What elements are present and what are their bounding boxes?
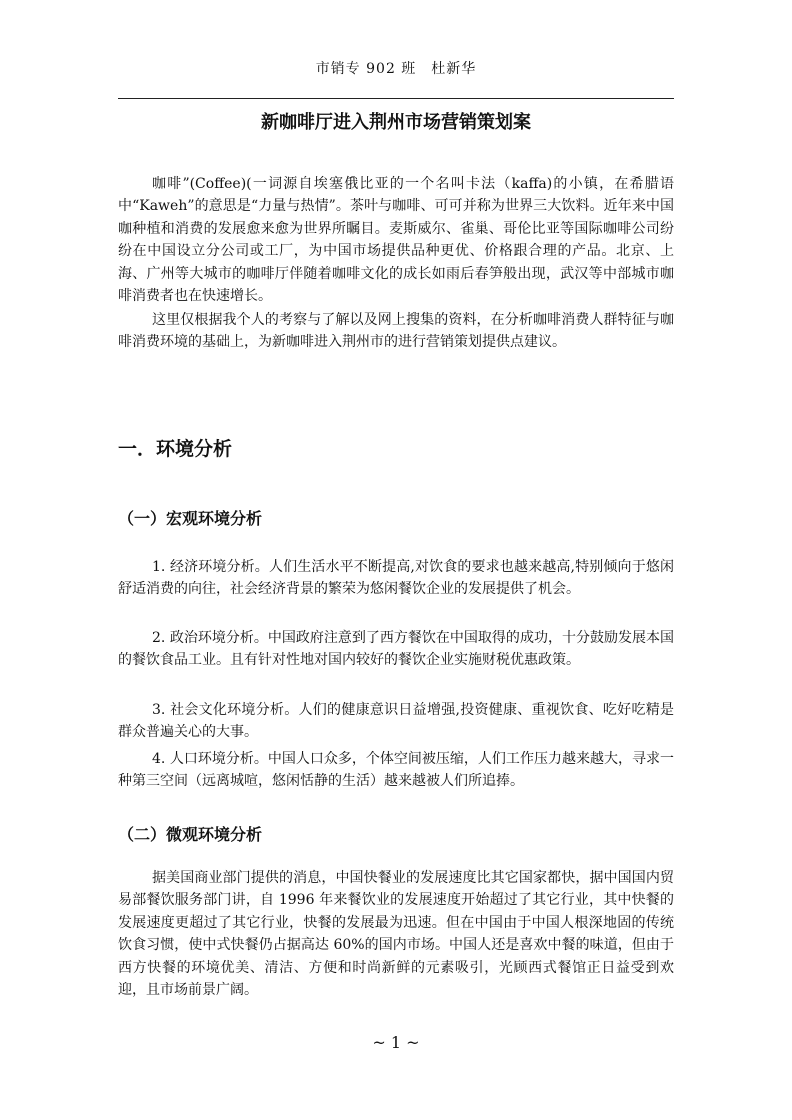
macro-item-social: 3. 社会文化环境分析。人们的健康意识日益增强,投资健康、重视饮食、吃好吃精是群众普遍关心的大事。 bbox=[118, 702, 674, 741]
page-header: 市销专 902 班 杜新华 bbox=[315, 61, 477, 77]
page-number: ~ 1 ~ bbox=[372, 1033, 420, 1052]
section-heading-environment: 一．环境分析 bbox=[118, 438, 233, 460]
document-title: 新咖啡厅进入荆州市场营销策划案 bbox=[261, 112, 531, 133]
intro-paragraph-1: 咖啡”(Coffee)(一词源自埃塞俄比亚的一个名叫卡法（kaffa)的小镇，在希腊语中“Kaweh”的意思是“力量与热情”。茶叶与咖啡、可可并称为世界三大饮料。近年来中国咖种植和消费的发展愈来愈为世界所瞩目。麦斯威尔、雀巢、哥伦比亚等国际咖啡公司纷纷在中国设立分公司或工厂，为中国市场提供品种更优、价格跟合理的产品。北京、上海、广州等大城市的咖啡厅伴随着咖啡文化的成长如雨后春笋般出现，武汉等中部城市咖啡消费者也在快速增长。 bbox=[118, 176, 674, 305]
macro-item-political: 2. 政治环境分析。中国政府注意到了西方餐饮在中国取得的成功，十分鼓励发展本国的餐饮食品工业。且有针对性地对国内较好的餐饮企业实施财税优惠政策。 bbox=[118, 630, 674, 669]
macro-item-economic: 1. 经济环境分析。人们生活水平不断提高,对饮食的要求也越来越高,特别倾向于悠闲舒适消费的向往，社会经济背景的繁荣为悠闲餐饮企业的发展提供了机会。 bbox=[118, 559, 674, 598]
micro-paragraph: 据美国商业部门提供的消息，中国快餐业的发展速度比其它国家都快，据中国国内贸易部餐饮服务部门讲，自 1996 年来餐饮业的发展速度开始超过了其它行业，其中快餐的发展速度更超过了其它行业，快餐的发展最为迅速。但在中国由于中国人根深地固的传统饮食习惯，使中式快餐仍占据高达 60%的国内市场。中国人还是喜欢中餐的味道，但由于西方快餐的环境优美、清洁、方便和时尚新鲜的元素吸引，光顾西式餐馆正日益受到欢迎，且市场前景广阔。 bbox=[118, 870, 674, 999]
header-divider bbox=[118, 98, 674, 99]
macro-item-population: 4. 人口环境分析。中国人口众多，个体空间被压缩，人们工作压力越来越大，寻求一种第三空间（远离城喧，悠闲恬静的生活）越来越被人们所追捧。 bbox=[118, 751, 674, 790]
subsection-heading-micro: （二）微观环境分析 bbox=[118, 825, 263, 844]
subsection-heading-macro: （一）宏观环境分析 bbox=[118, 509, 263, 528]
intro-paragraph-2: 这里仅根据我个人的考察与了解以及网上搜集的资料，在分析咖啡消费人群特征与咖啡消费环境的基础上，为新咖啡进入荆州市的进行营销策划提供点建议。 bbox=[118, 312, 674, 351]
